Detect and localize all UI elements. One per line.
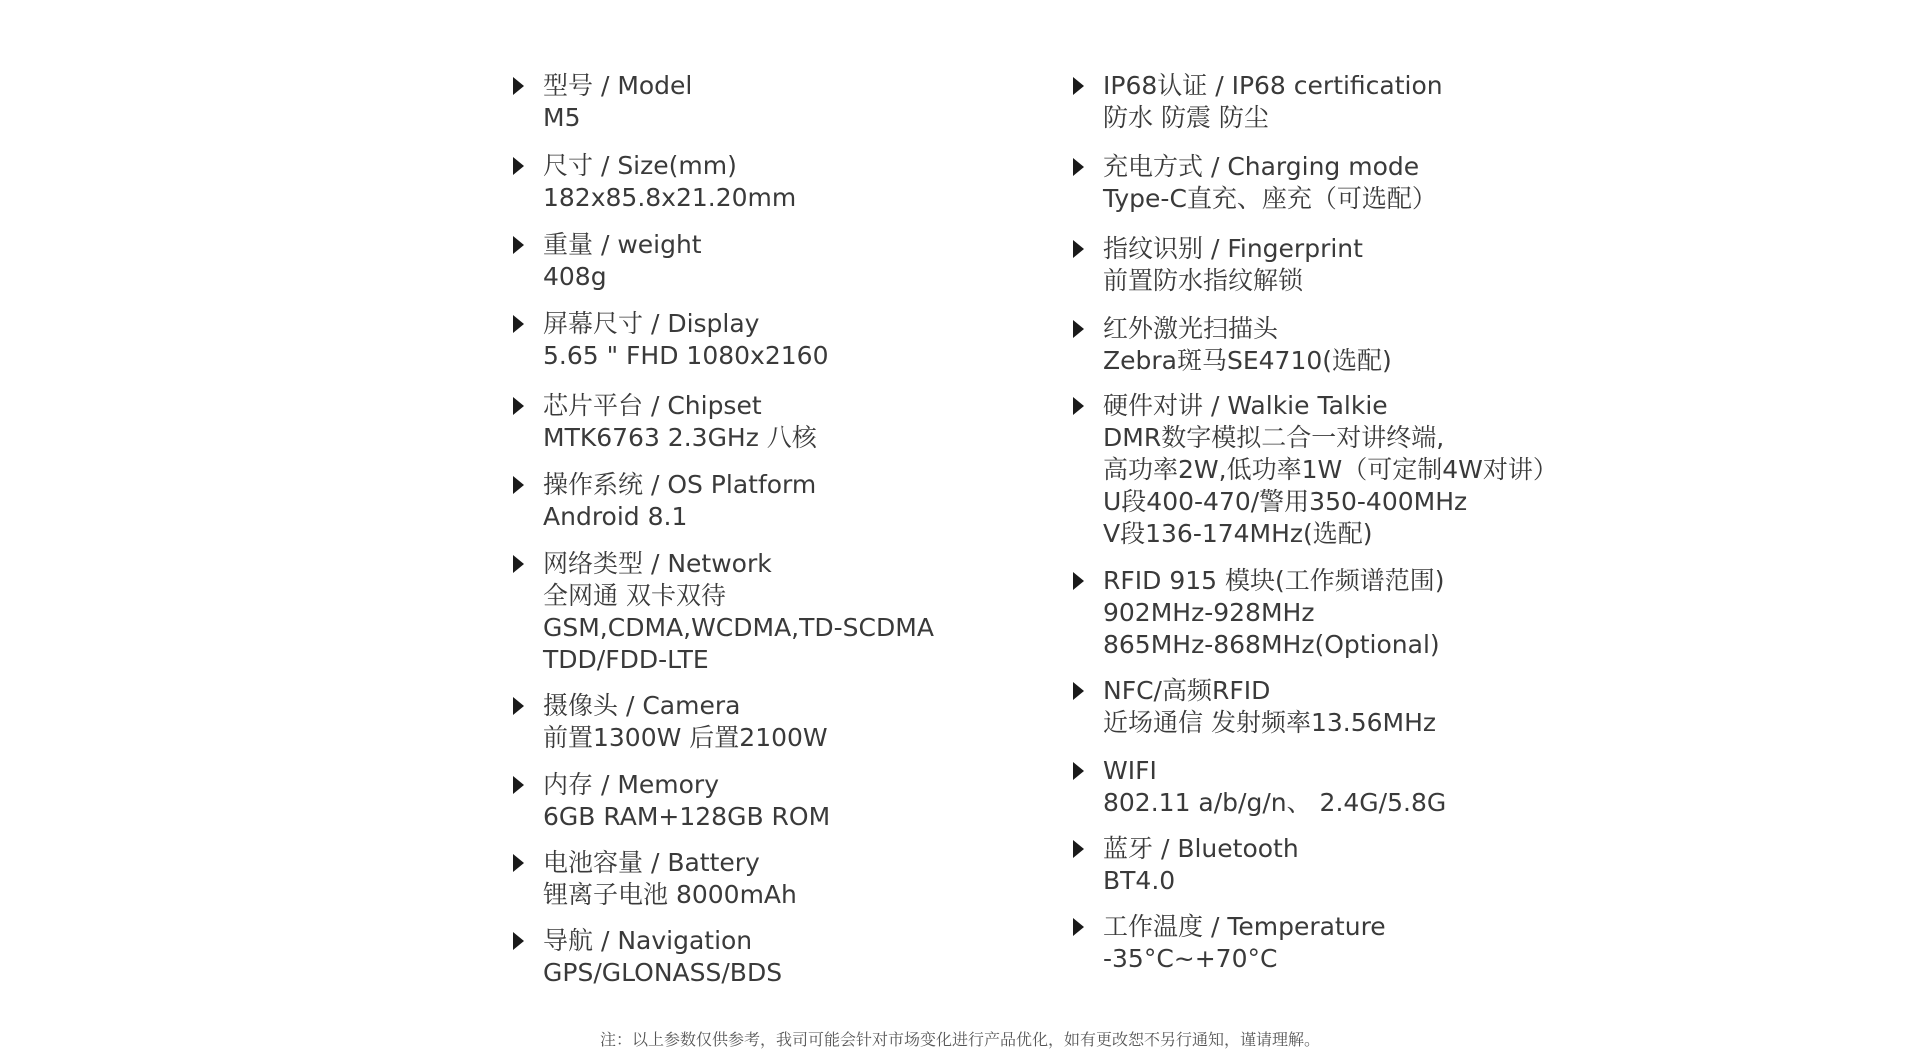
- bullet-triangle-icon: [513, 854, 524, 872]
- spec-value: -35°C~+70°C: [1103, 944, 1278, 973]
- spec-value: DMR数字模拟二合一对讲终端,: [1103, 423, 1445, 452]
- spec-title: WIFI: [1103, 756, 1157, 785]
- spec-value: Type-C直充、座充（可选配）: [1103, 184, 1437, 213]
- spec-value: 全网通 双卡双待: [543, 581, 726, 610]
- bullet-triangle-icon: [1073, 397, 1084, 415]
- spec-value: GSM,CDMA,WCDMA,TD-SCDMA: [543, 613, 934, 642]
- bullet-triangle-icon: [1073, 840, 1084, 858]
- spec-title: 红外激光扫描头: [1103, 314, 1279, 343]
- left-spec-item: [543, 690, 1103, 754]
- spec-title: 尺寸 / Size(mm): [543, 151, 737, 180]
- right-spec-item: [1103, 675, 1663, 739]
- spec-title: 网络类型 / Network: [543, 549, 772, 578]
- spec-value: M5: [543, 103, 581, 132]
- spec-value: GPS/GLONASS/BDS: [543, 958, 783, 987]
- spec-title: NFC/高频RFID: [1103, 676, 1271, 705]
- spec-title: 导航 / Navigation: [543, 926, 753, 955]
- spec-value: 6GB RAM+128GB ROM: [543, 802, 831, 831]
- spec-title: 工作温度 / Temperature: [1103, 912, 1386, 941]
- spec-title: IP68认证 / IP68 certification: [1103, 71, 1443, 100]
- spec-value: 865MHz-868MHz(Optional): [1103, 630, 1440, 659]
- spec-title: 蓝牙 / Bluetooth: [1103, 834, 1299, 863]
- spec-title: RFID 915 模块(工作频谱范围): [1103, 566, 1445, 595]
- spec-title: 充电方式 / Charging mode: [1103, 152, 1420, 181]
- bullet-triangle-icon: [513, 776, 524, 794]
- left-spec-item: [543, 847, 1103, 911]
- bullet-triangle-icon: [513, 697, 524, 715]
- bullet-triangle-icon: [513, 397, 524, 415]
- spec-value: 182x85.8x21.20mm: [543, 183, 797, 212]
- spec-value: 802.11 a/b/g/n、 2.4G/5.8G: [1103, 788, 1447, 817]
- spec-title: 电池容量 / Battery: [543, 848, 760, 877]
- bullet-triangle-icon: [1073, 682, 1084, 700]
- left-spec-item: [543, 925, 1103, 989]
- left-spec-item: [543, 308, 1103, 372]
- right-spec-item: [1103, 151, 1663, 215]
- bullet-triangle-icon: [1073, 240, 1084, 258]
- bullet-triangle-icon: [1073, 77, 1084, 95]
- spec-title: 指纹识别 / Fingerprint: [1103, 234, 1363, 263]
- right-spec-item: [1103, 70, 1663, 134]
- spec-title: 内存 / Memory: [543, 770, 719, 799]
- right-spec-item: [1103, 313, 1663, 377]
- spec-value: 408g: [543, 262, 607, 291]
- right-spec-item: [1103, 755, 1663, 819]
- spec-title: 芯片平台 / Chipset: [543, 391, 762, 420]
- spec-title: 硬件对讲 / Walkie Talkie: [1103, 391, 1388, 420]
- bullet-triangle-icon: [1073, 158, 1084, 176]
- spec-title: 屏幕尺寸 / Display: [543, 309, 760, 338]
- spec-value: 前置1300W 后置2100W: [543, 723, 828, 752]
- spec-value: Android 8.1: [543, 502, 688, 531]
- bullet-triangle-icon: [1073, 320, 1084, 338]
- left-spec-item: [543, 390, 1103, 454]
- spec-value: 902MHz-928MHz: [1103, 598, 1315, 627]
- spec-title: 操作系统 / OS Platform: [543, 470, 817, 499]
- bullet-triangle-icon: [513, 157, 524, 175]
- spec-value: Zebra斑马SE4710(选配): [1103, 346, 1392, 375]
- left-spec-item: [543, 229, 1103, 293]
- spec-value: BT4.0: [1103, 866, 1176, 895]
- bullet-triangle-icon: [513, 236, 524, 254]
- left-spec-item: [543, 769, 1103, 833]
- right-spec-item: [1103, 233, 1663, 297]
- right-spec-item: [1103, 911, 1663, 975]
- bullet-triangle-icon: [513, 77, 524, 95]
- right-spec-item: [1103, 833, 1663, 897]
- spec-value: 近场通信 发射频率13.56MHz: [1103, 708, 1437, 737]
- spec-value: 高功率2W,低功率1W（可定制4W对讲）: [1103, 455, 1558, 484]
- bullet-triangle-icon: [513, 476, 524, 494]
- left-spec-item: [543, 548, 1103, 676]
- right-spec-item: [1103, 565, 1663, 661]
- left-spec-item: [543, 70, 1103, 134]
- spec-value: TDD/FDD-LTE: [543, 645, 709, 674]
- bullet-triangle-icon: [513, 315, 524, 333]
- spec-value: 前置防水指纹解锁: [1103, 266, 1304, 295]
- spec-title: 型号 / Model: [543, 71, 693, 100]
- bullet-triangle-icon: [1073, 572, 1084, 590]
- bullet-triangle-icon: [1073, 762, 1084, 780]
- bullet-triangle-icon: [513, 932, 524, 950]
- left-spec-item: [543, 150, 1103, 214]
- spec-title: 重量 / weight: [543, 230, 702, 259]
- spec-value: MTK6763 2.3GHz 八核: [543, 423, 817, 452]
- left-spec-item: [543, 469, 1103, 533]
- disclaimer-note: 注：以上参数仅供参考，我司可能会针对市场变化进行产品优化，如有更改恕不另行通知，谨请理解。: [599, 1030, 1320, 1049]
- spec-value: V段136-174MHz(选配): [1103, 519, 1373, 548]
- bullet-triangle-icon: [1073, 918, 1084, 936]
- spec-value: 5.65 " FHD 1080x2160: [543, 341, 829, 370]
- right-spec-item: [1103, 390, 1663, 550]
- spec-title: 摄像头 / Camera: [543, 691, 741, 720]
- bullet-triangle-icon: [513, 555, 524, 573]
- spec-value: U段400-470/警用350-400MHz: [1103, 487, 1468, 516]
- spec-value: 防水 防震 防尘: [1103, 103, 1269, 132]
- spec-value: 锂离子电池 8000mAh: [543, 880, 797, 909]
